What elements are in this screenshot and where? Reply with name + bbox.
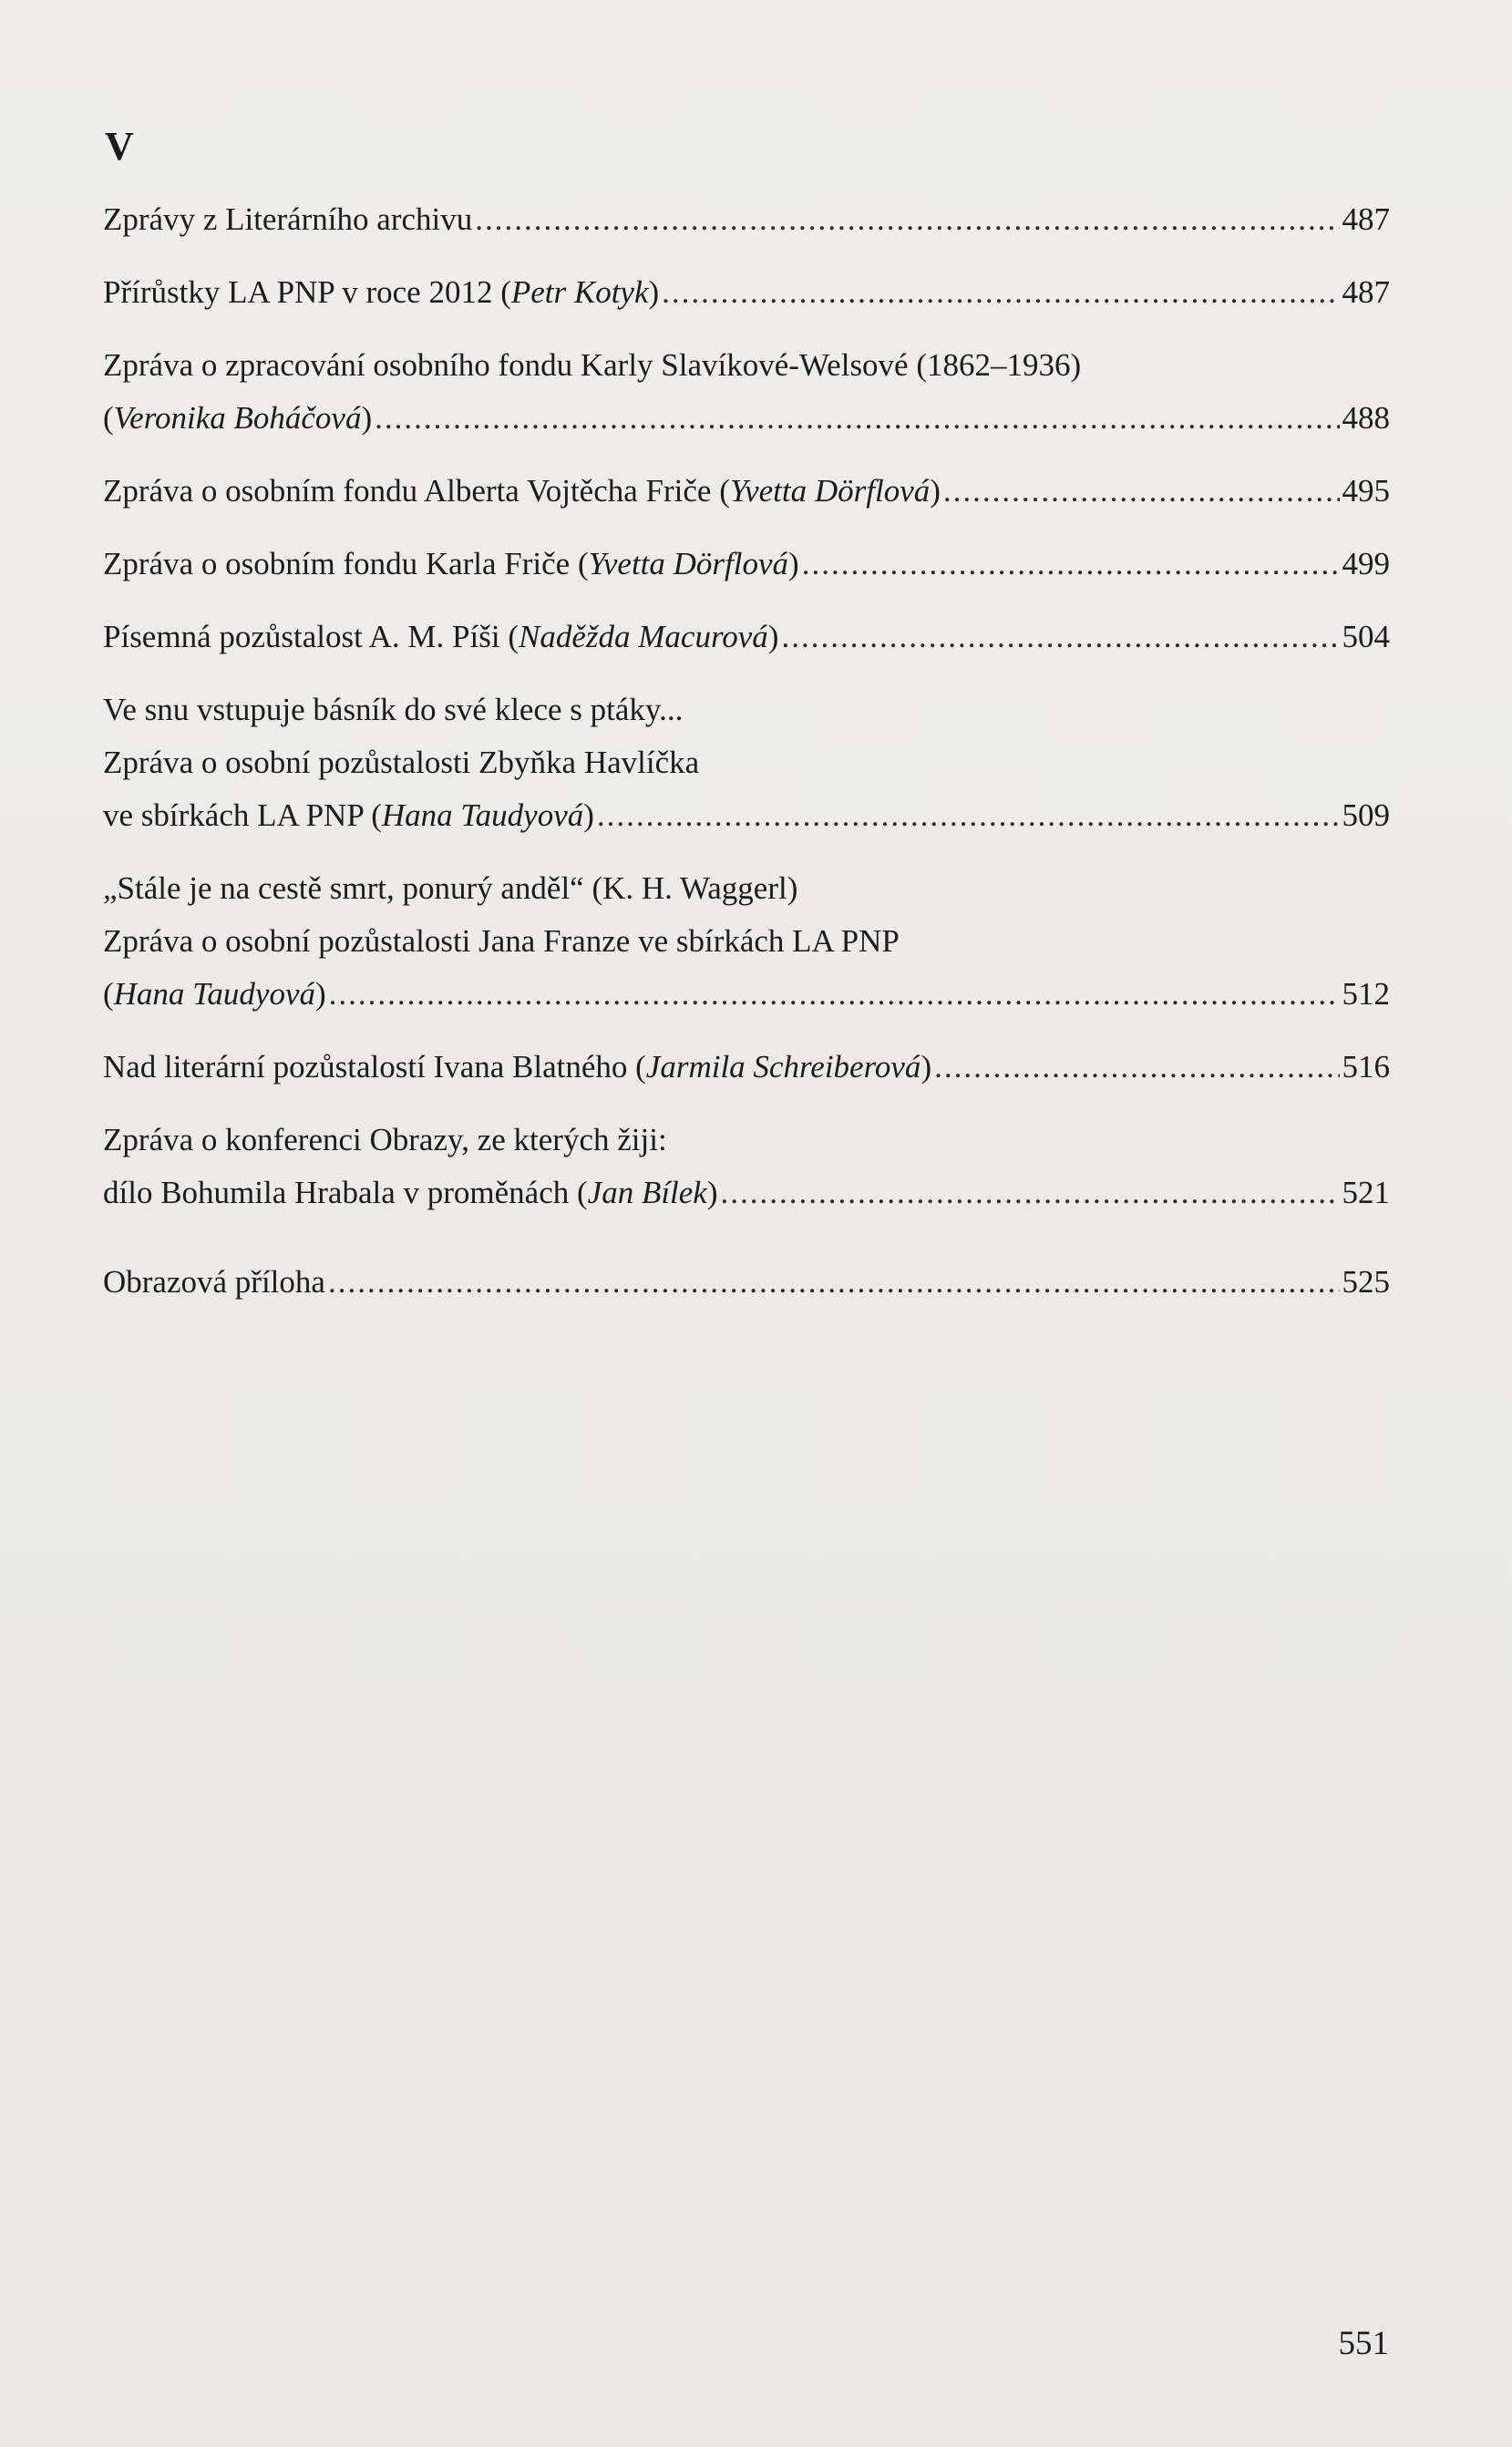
entry-page-number: 509 — [1342, 797, 1390, 833]
toc-entry — [103, 684, 1390, 842]
entry-title-line: Zpráva o osobní pozůstalosti Zbyňka Havlíčka — [103, 745, 700, 780]
entry-author: Veronika Boháčová — [113, 400, 362, 436]
toc-line — [103, 1167, 1390, 1219]
entry-author: Yvetta Dörflová — [729, 473, 931, 509]
toc-entry — [103, 611, 1390, 663]
entry-author: Hana Taudyová — [113, 976, 316, 1012]
toc-entry — [103, 862, 1390, 1021]
entry-title: Zpráva o osobním fondu Alberta Vojtěcha Friče (Yvetta Dörflová) — [103, 473, 941, 509]
toc-entry — [103, 1114, 1390, 1219]
entry-title: (Veronika Boháčová) — [103, 400, 373, 436]
dot-leader — [475, 193, 1339, 246]
dot-leader — [328, 1256, 1340, 1309]
entry-author: Jarmila Schreiberová — [645, 1049, 921, 1085]
dot-leader — [781, 611, 1339, 663]
toc-entry — [103, 1041, 1390, 1094]
toc-entry — [103, 266, 1390, 319]
entry-title-line: Ve snu vstupuje básník do své klece s ptáky... — [103, 692, 684, 727]
entry-title: Zpráva o osobním fondu Karla Friče (Yvetta Dörflová) — [103, 546, 799, 581]
entry-page-number: 512 — [1342, 976, 1390, 1012]
toc-entry — [103, 1256, 1390, 1309]
entry-title-line: Zpráva o osobní pozůstalosti Jana Franze ve sbírkách LA PNP — [103, 923, 900, 959]
dot-leader — [943, 465, 1340, 518]
dot-leader — [934, 1041, 1339, 1094]
toc-line — [103, 789, 1390, 842]
entry-page-number: 487 — [1342, 201, 1390, 237]
dot-leader — [329, 968, 1340, 1021]
entry-title-line: „Stále je na cestě smrt, ponurý anděl“ (K. H. Waggerl) — [103, 870, 798, 906]
entry-page-number: 495 — [1342, 473, 1390, 509]
toc-line — [103, 538, 1390, 591]
toc-line — [103, 266, 1390, 319]
toc-line — [103, 465, 1390, 518]
entry-title: ve sbírkách LA PNP (Hana Taudyová) — [103, 797, 594, 833]
entry-author: Naděžda Macurová — [519, 619, 768, 654]
entry-page-number: 516 — [1342, 1049, 1390, 1085]
entry-title: Zprávy z Literárního archivu — [103, 201, 473, 237]
entry-page-number: 499 — [1342, 546, 1390, 581]
toc-entry — [103, 339, 1390, 445]
entry-title: dílo Bohumila Hrabala v proměnách (Jan Bílek) — [103, 1175, 718, 1210]
entry-page-number: 521 — [1342, 1175, 1390, 1210]
entry-title-line: Zpráva o zpracování osobního fondu Karly Slavíkové-Welsové (1862–1936) — [103, 347, 1082, 383]
section-heading: V — [105, 124, 135, 169]
entry-title: Obrazová příloha — [103, 1264, 325, 1300]
toc-line — [103, 392, 1390, 445]
dot-leader — [662, 266, 1339, 319]
entry-page-number: 488 — [1342, 400, 1390, 436]
entry-title: Nad literární pozůstalostí Ivana Blatného (Jarmila Schreiberová) — [103, 1049, 932, 1085]
toc-entry — [103, 193, 1390, 246]
toc-line — [103, 968, 1390, 1021]
toc-line — [103, 611, 1390, 663]
entry-author: Petr Kotyk — [510, 274, 649, 310]
toc-line — [103, 1041, 1390, 1094]
entry-author: Yvetta Dörflová — [588, 546, 789, 581]
entry-title: (Hana Taudyová) — [103, 976, 326, 1012]
toc-entry — [103, 538, 1390, 591]
dot-leader — [597, 789, 1340, 842]
entry-title: Přírůstky LA PNP v roce 2012 (Petr Kotyk) — [103, 274, 660, 310]
dot-leader — [375, 392, 1339, 445]
dot-leader — [802, 538, 1340, 591]
entry-page-number: 487 — [1342, 274, 1390, 310]
entry-title-line: Zpráva o konferenci Obrazy, ze kterých žiji: — [103, 1122, 667, 1157]
entry-author: Jan Bílek — [587, 1175, 707, 1210]
entry-page-number: 504 — [1342, 619, 1390, 654]
page-folio: 551 — [1338, 2325, 1389, 2362]
toc-line — [103, 1256, 1390, 1309]
entry-page-number: 525 — [1342, 1264, 1390, 1300]
table-of-contents — [103, 193, 1390, 1309]
toc-line — [103, 193, 1390, 246]
dot-leader — [721, 1167, 1340, 1219]
entry-author: Hana Taudyová — [381, 797, 584, 833]
toc-entry — [103, 465, 1390, 518]
entry-title: Písemná pozůstalost A. M. Píši (Naděžda Macurová) — [103, 619, 779, 654]
